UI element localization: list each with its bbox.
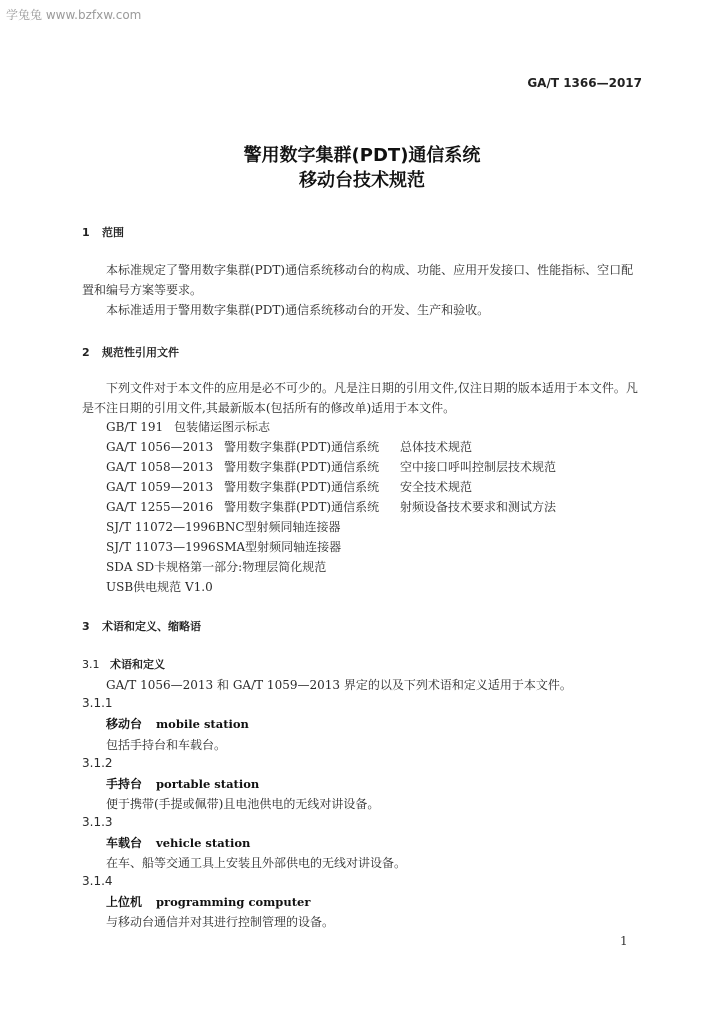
term-heading xyxy=(106,715,249,732)
reference-subtitle: 安全技术规范 xyxy=(400,480,473,494)
document-title-line1: 警用数字集群(PDT)通信系统 xyxy=(243,145,481,166)
reference-code: GA/T 1059—2013 xyxy=(106,480,214,494)
section-1-heading xyxy=(82,224,124,240)
term-heading xyxy=(106,834,250,851)
reference-title: 包装储运图示标志 xyxy=(174,420,271,434)
reference-item xyxy=(106,478,472,495)
reference-item xyxy=(106,518,341,535)
reference-title: SMA型射频同轴连接器 xyxy=(216,540,342,554)
reference-title: 警用数字集群(PDT)通信系统 xyxy=(224,480,380,494)
subsection-3-1-heading xyxy=(82,656,165,672)
section-1-paragraph-2: 本标准适用于警用数字集群(PDT)通信系统移动台的开发、生产和验收。 xyxy=(106,303,490,317)
reference-code: SDA SD卡规格第一部分:物理层简化规范 xyxy=(106,560,327,574)
subsection-3-1-intro: GA/T 1056—2013 和 GA/T 1059—2013 界定的以及下列术语和定义适用于本文件。 xyxy=(106,678,572,692)
term-chinese: 移动台 xyxy=(106,717,143,731)
reference-item xyxy=(106,438,472,455)
term-definition: 与移动台通信并对其进行控制管理的设备。 xyxy=(106,915,335,929)
reference-code: GB/T 191 xyxy=(106,420,164,434)
term-english: vehicle station xyxy=(156,836,251,850)
section-2-title: 规范性引用文件 xyxy=(102,346,179,359)
section-3-title: 术语和定义、缩略语 xyxy=(102,620,201,633)
reference-item xyxy=(106,458,556,475)
term-english: portable station xyxy=(156,777,260,791)
section-2-heading xyxy=(82,344,179,360)
document-number: GA/T 1366—2017 xyxy=(527,76,642,90)
section-3-heading xyxy=(82,618,201,634)
reference-code: GA/T 1056—2013 xyxy=(106,440,214,454)
reference-item xyxy=(106,418,270,435)
section-1-title: 范围 xyxy=(102,226,124,239)
section-3-number: 3 xyxy=(82,620,90,633)
term-definition: 便于携带(手提或佩带)且电池供电的无线对讲设备。 xyxy=(106,797,380,811)
document-title-line2: 移动台技术规范 xyxy=(299,170,425,191)
reference-code: USB供电规范 V1.0 xyxy=(106,580,213,594)
reference-item xyxy=(106,578,213,595)
reference-code: SJ/T 11073—1996 xyxy=(106,540,216,554)
term-english: mobile station xyxy=(156,717,249,731)
reference-item xyxy=(106,498,556,515)
reference-code: GA/T 1058—2013 xyxy=(106,460,214,474)
term-english: programming computer xyxy=(156,895,311,909)
reference-code: SJ/T 11072—1996 xyxy=(106,520,216,534)
term-definition: 在车、船等交通工具上安装且外部供电的无线对讲设备。 xyxy=(106,856,407,870)
reference-title: 警用数字集群(PDT)通信系统 xyxy=(224,460,380,474)
term-heading xyxy=(106,893,310,910)
section-1-number: 1 xyxy=(82,226,90,239)
reference-item xyxy=(106,558,326,575)
reference-title: 警用数字集群(PDT)通信系统 xyxy=(224,440,380,454)
section-1-paragraph-1: 本标准规定了警用数字集群(PDT)通信系统移动台的构成、功能、应用开发接口、性能指标、空口配置和编号方案等要求。 xyxy=(82,263,634,297)
subsection-3-1-number: 3.1 xyxy=(82,658,100,671)
reference-subtitle: 射频设备技术要求和测试方法 xyxy=(400,500,557,514)
term-chinese: 手持台 xyxy=(106,777,143,791)
reference-title: 警用数字集群(PDT)通信系统 xyxy=(224,500,380,514)
term-number: 3.1.2 xyxy=(82,756,113,770)
term-number: 3.1.4 xyxy=(82,874,113,888)
reference-item xyxy=(106,538,341,555)
term-definition: 包括手持台和车载台。 xyxy=(106,738,227,752)
reference-title: BNC型射频同轴连接器 xyxy=(216,520,341,534)
term-number: 3.1.1 xyxy=(82,696,113,710)
term-chinese: 车载台 xyxy=(106,836,143,850)
reference-subtitle: 总体技术规范 xyxy=(400,440,473,454)
watermark: 学兔兔 www.bzfxw.com xyxy=(6,8,142,22)
term-number: 3.1.3 xyxy=(82,815,113,829)
section-2-number: 2 xyxy=(82,346,90,359)
term-chinese: 上位机 xyxy=(106,895,143,909)
subsection-3-1-title: 术语和定义 xyxy=(110,658,165,671)
reference-code: GA/T 1255—2016 xyxy=(106,500,214,514)
term-heading xyxy=(106,775,259,792)
section-2-intro: 下列文件对于本文件的应用是必不可少的。凡是注日期的引用文件,仅注日期的版本适用于本文件。凡是不注日期的引用文件,其最新版本(包括所有的修改单)适用于本文件。 xyxy=(82,381,638,415)
page-number: 1 xyxy=(620,934,628,948)
reference-subtitle: 空中接口呼叫控制层技术规范 xyxy=(400,460,557,474)
